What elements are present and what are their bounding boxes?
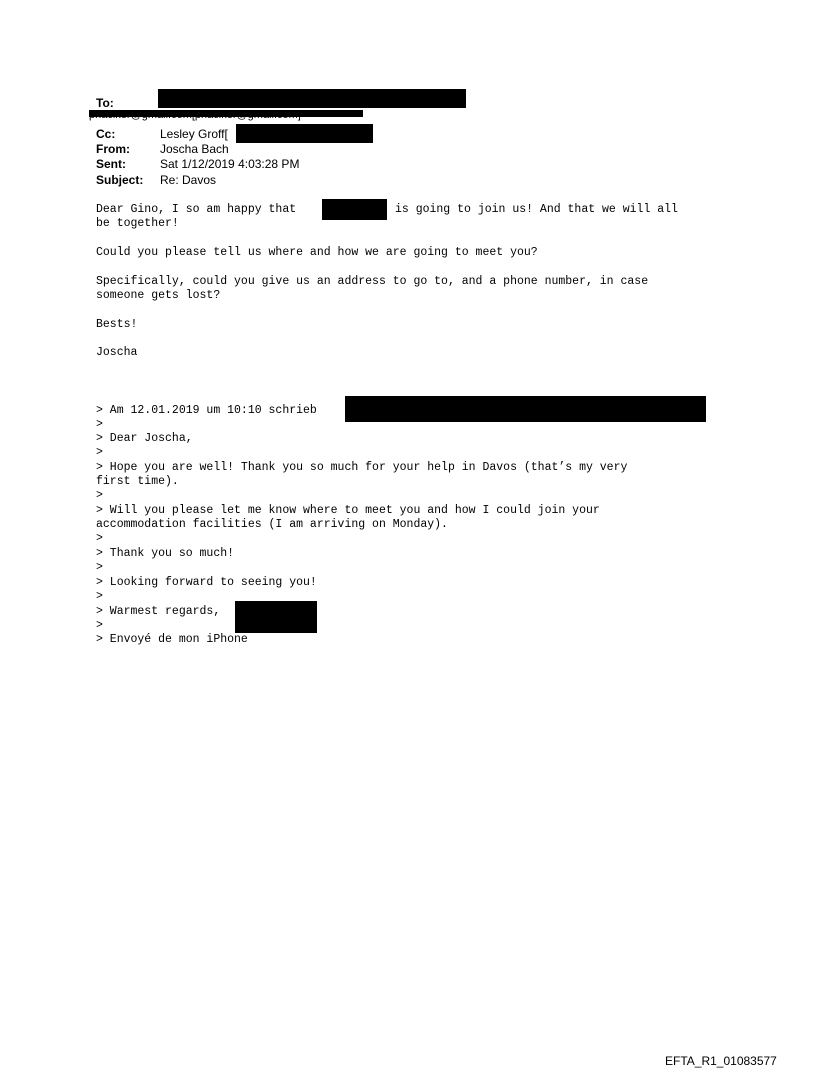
quoted-line-3: > Dear Joscha, (96, 432, 193, 445)
redaction-to (158, 89, 466, 108)
quoted-line-17: > Envoyé de mon iPhone (96, 633, 248, 646)
subject-value: Re: Davos (160, 173, 217, 187)
quoted-line-6: first time). (96, 475, 179, 488)
quoted-line-15: > Warmest regards, (96, 605, 221, 618)
subject-label: Subject: (96, 173, 144, 187)
body-paragraph-3b: someone gets lost? (96, 289, 221, 302)
redaction-quoted-sender (345, 396, 706, 422)
sent-value: Sat 1/12/2019 4:03:28 PM (160, 157, 300, 171)
quoted-line-8: > Will you please let me know where to meet you and how I could join your (96, 504, 600, 517)
quoted-line-7: > (96, 489, 103, 502)
quoted-line-9: accommodation facilities (I am arriving on Monday). (96, 518, 448, 531)
from-label: From: (96, 142, 130, 156)
quoted-line-13: > Looking forward to seeing you! (96, 576, 317, 589)
body-paragraph-2: Could you please tell us where and how we are going to meet you? (96, 246, 538, 259)
document-id: EFTA_R1_01083577 (665, 1054, 777, 1068)
redaction-name-body (322, 199, 387, 220)
quoted-line-4: > (96, 446, 103, 459)
from-value: Joscha Bach (160, 142, 229, 156)
quoted-line-11: > Thank you so much! (96, 547, 235, 560)
quoted-line-16: > (96, 619, 103, 632)
body-line-2: be together! (96, 217, 179, 230)
body-line-1b: is going to join us! And that we will all (395, 203, 678, 216)
to-label: To: (96, 96, 114, 110)
body-paragraph-3a: Specifically, could you give us an address to go to, and a phone number, in case (96, 275, 649, 288)
cc-label: Cc: (96, 127, 116, 141)
quoted-line-1: > Am 12.01.2019 um 10:10 schrieb (96, 404, 317, 417)
cc-value: Lesley Groff[ (160, 127, 228, 141)
sent-label: Sent: (96, 157, 126, 171)
body-signature: Joscha (96, 346, 138, 359)
redaction-cc (236, 124, 373, 143)
quoted-line-12: > (96, 561, 103, 574)
quoted-line-14: > (96, 590, 103, 603)
body-line-1a: Dear Gino, I so am happy that (96, 203, 297, 216)
quoted-line-2: > (96, 418, 103, 431)
quoted-line-10: > (96, 532, 103, 545)
body-closing: Bests! (96, 318, 138, 331)
quoted-line-5: > Hope you are well! Thank you so much for your help in Davos (that’s my very (96, 461, 628, 474)
redaction-quoted-signature (235, 601, 317, 633)
redaction-to-address (89, 110, 363, 117)
